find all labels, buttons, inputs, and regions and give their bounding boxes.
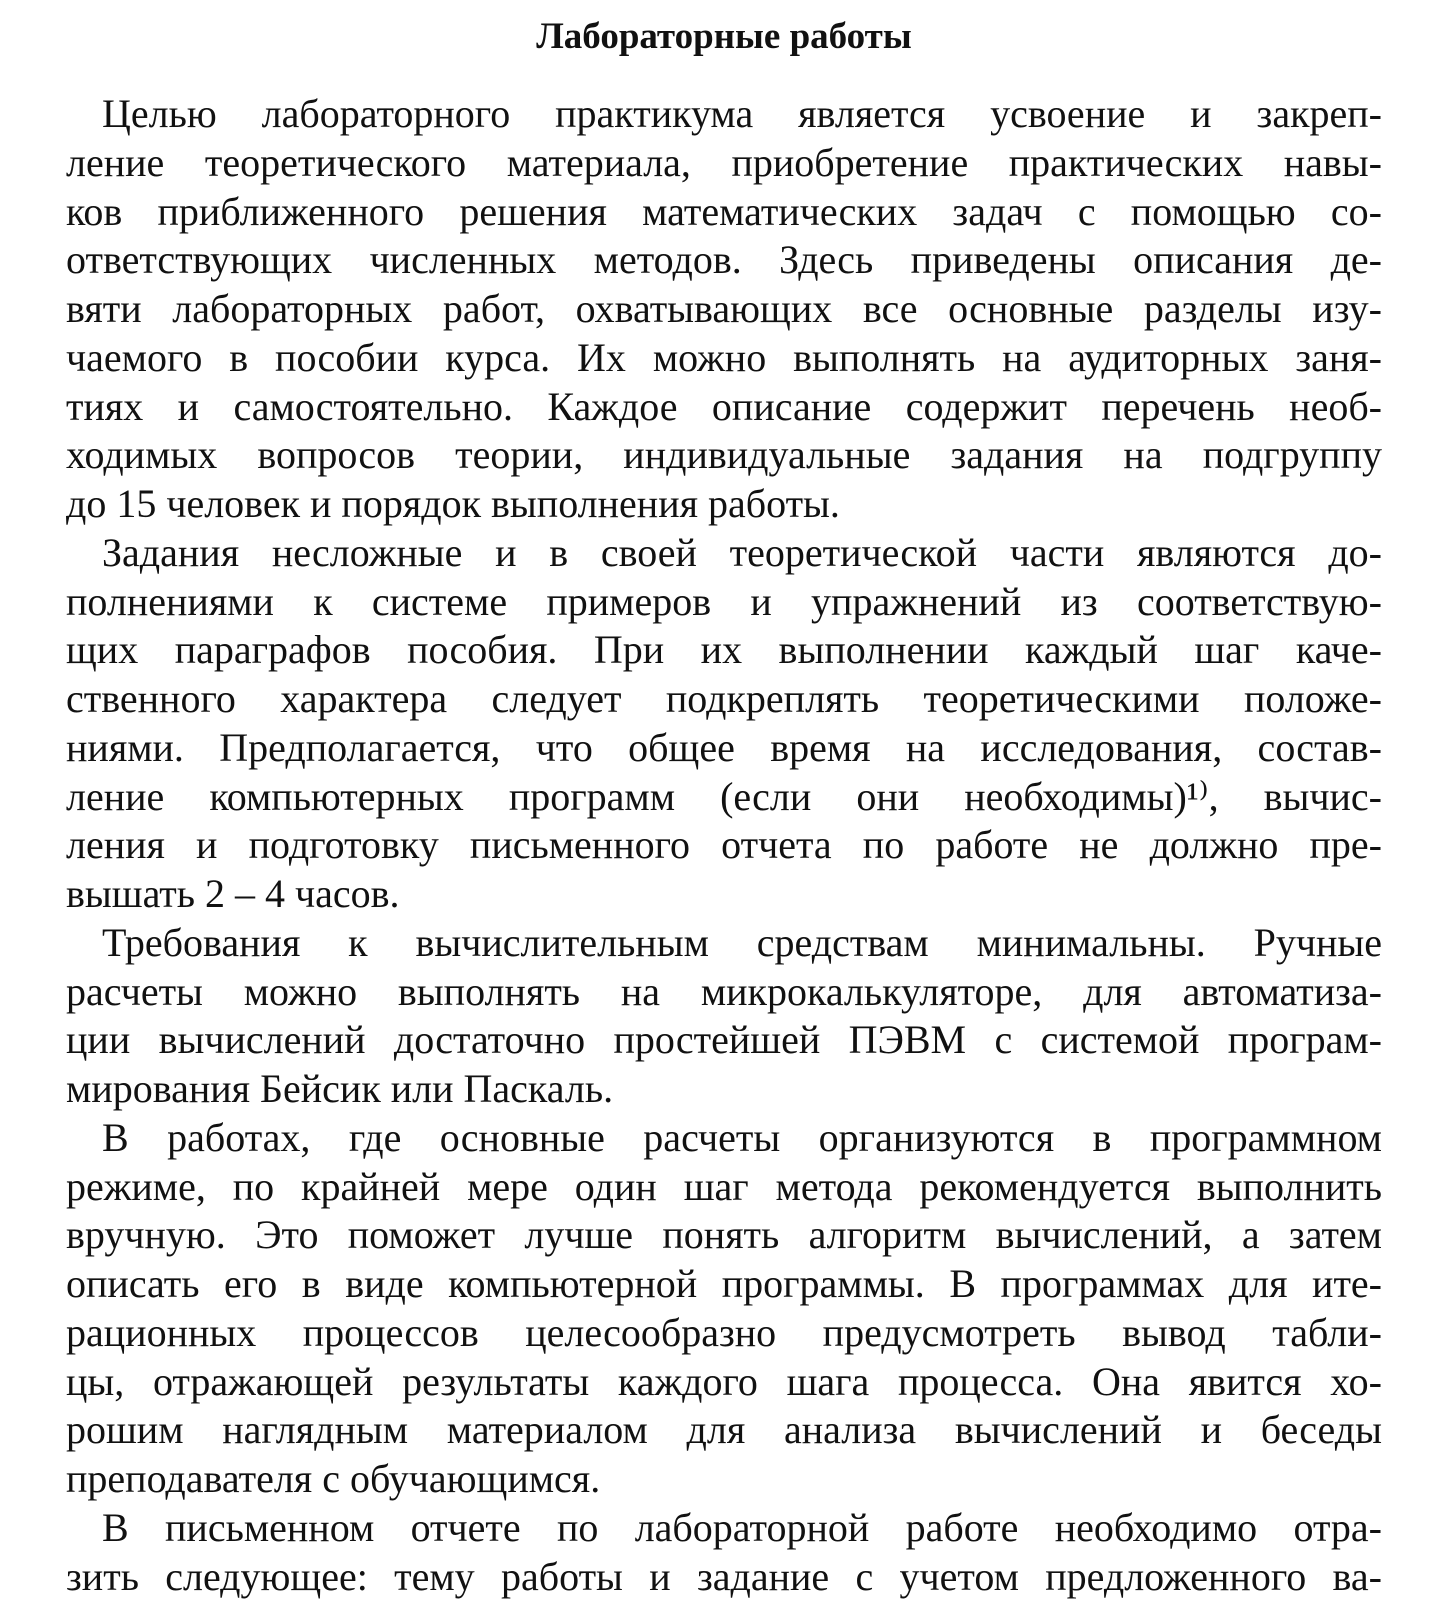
text-line: до 15 человек и порядок выполнения работы.: [66, 480, 1382, 529]
text-line: преподавателя с обучающимся.: [66, 1455, 1382, 1504]
text-line: вяти лабораторных работ, охватывающих все основные разделы изу-: [66, 285, 1382, 334]
text-line: расчеты можно выполнять на микрокалькуляторе, для автоматиза-: [66, 968, 1382, 1017]
text-line: тиях и самостоятельно. Каждое описание содержит перечень необ-: [66, 383, 1382, 432]
text-line: зить следующее: тему работы и задание с учетом предложенного ва-: [66, 1553, 1382, 1601]
text-line: щих параграфов пособия. При их выполнении каждый шаг каче-: [66, 626, 1382, 675]
text-line: ков приближенного решения математических задач с помощью со-: [66, 188, 1382, 237]
text-line: ления и подготовку письменного отчета по работе не должно пре-: [66, 821, 1382, 870]
text-line: полнениями к системе примеров и упражнений из соответствую-: [66, 578, 1382, 627]
text-line: В письменном отчете по лабораторной работе необходимо отра-: [66, 1504, 1382, 1553]
text-line: ление компьютерных программ (если они необходимы)¹⁾, вычис-: [66, 773, 1382, 822]
paragraph: [66, 919, 1382, 1114]
paragraph: [66, 1504, 1382, 1601]
text-line: ственного характера следует подкреплять теоретическими положе-: [66, 675, 1382, 724]
text-line: ответствующих численных методов. Здесь приведены описания де-: [66, 236, 1382, 285]
text-line: ление теоретического материала, приобретение практических навы-: [66, 139, 1382, 188]
text-line: мирования Бейсик или Паскаль.: [66, 1065, 1382, 1114]
text-line: описать его в виде компьютерной программы. В программах для ите-: [66, 1260, 1382, 1309]
paragraph: [66, 529, 1382, 919]
book-page: [66, 0, 1382, 1585]
text-line: ции вычислений достаточно простейшей ПЭВМ с системой програм-: [66, 1016, 1382, 1065]
text-line: рационных процессов целесообразно предусмотреть вывод табли-: [66, 1309, 1382, 1358]
paragraph: [66, 90, 1382, 529]
text-line: Требования к вычислительным средствам минимальны. Ручные: [66, 919, 1382, 968]
text-line: вручную. Это поможет лучше понять алгоритм вычислений, а затем: [66, 1211, 1382, 1260]
text-line: ниями. Предполагается, что общее время на исследования, состав-: [66, 724, 1382, 773]
text-line: Задания несложные и в своей теоретической части являются до-: [66, 529, 1382, 578]
text-line: цы, отражающей результаты каждого шага процесса. Она явится хо-: [66, 1358, 1382, 1407]
text-line: Целью лабораторного практикума является усвоение и закреп-: [66, 90, 1382, 139]
text-line: чаемого в пособии курса. Их можно выполнять на аудиторных заня-: [66, 334, 1382, 383]
section-heading: Лабораторные работы: [66, 10, 1382, 64]
text-line: вышать 2 – 4 часов.: [66, 870, 1382, 919]
text-line: рошим наглядным материалом для анализа вычислений и беседы: [66, 1406, 1382, 1455]
text-line: режиме, по крайней мере один шаг метода рекомендуется выполнить: [66, 1163, 1382, 1212]
body-text: [66, 90, 1382, 1601]
text-line: ходимых вопросов теории, индивидуальные задания на подгруппу: [66, 431, 1382, 480]
paragraph: [66, 1114, 1382, 1504]
text-line: В работах, где основные расчеты организуются в программном: [66, 1114, 1382, 1163]
